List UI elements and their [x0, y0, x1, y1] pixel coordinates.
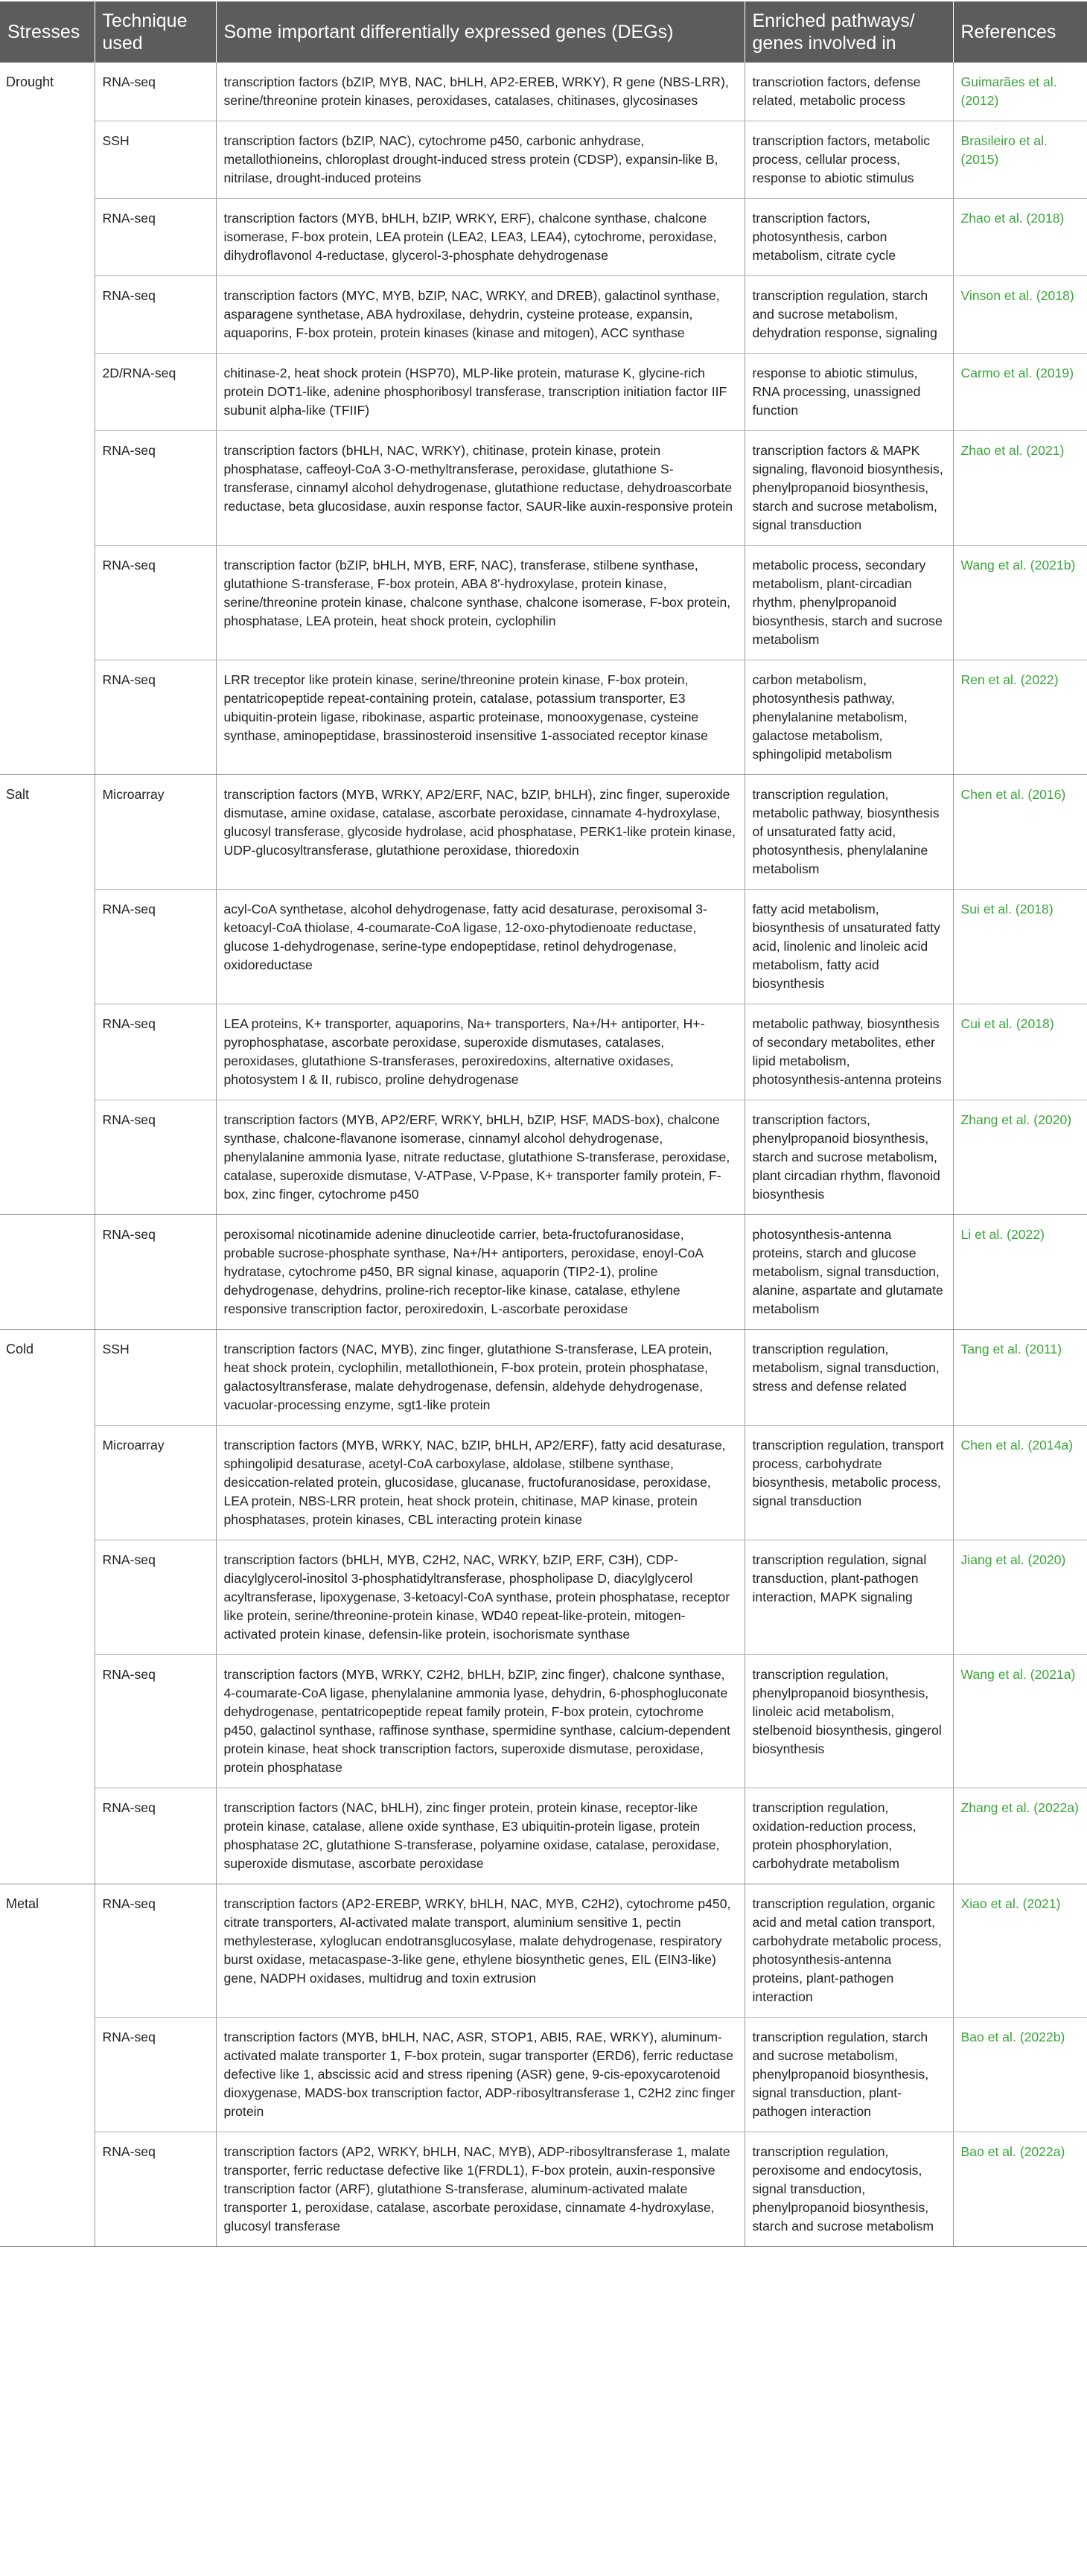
reference-link[interactable]: Cui et al. (2018): [953, 1004, 1087, 1100]
degs-cell: transcription factors (MYB, WRKY, C2H2, bHLH, bZIP, zinc finger), chalcone synthase, 4-coumarate-CoA ligase, phenylalanine ammonia lyase, dehydrin, 6-phosphogluconate dehydrogenase, pentatricopeptide repeat family protein, F-box protein, cytochrome p450, galactinol synthase, raffinose synthase, spermidine synthase, calcium-dependent protein kinase, heat shock transcription factors, superoxide dismutase, peroxidase, protein phosphatase: [216, 1655, 745, 1788]
stress-cell: [0, 546, 95, 660]
degs-cell: transcription factor (bZIP, bHLH, MYB, ERF, NAC), transferase, stilbene synthase, glutathione S-transferase, F-box protein, ABA 8'-hydroxylase, protein kinase, serine/threonine protein kinase, chalcone synthase, chalcone isomerase, F-box protein, phosphatase, LEA protein, heat shock protein, cyclophilin: [216, 546, 745, 660]
reference-link[interactable]: Zhao et al. (2021): [953, 431, 1087, 546]
stress-cell: [0, 1540, 95, 1655]
reference-link[interactable]: Tang et al. (2011): [953, 1330, 1087, 1426]
technique-cell: RNA-seq: [95, 63, 216, 121]
pathways-cell: transcription factors, photosynthesis, carbon metabolism, citrate cycle: [745, 199, 953, 276]
pathways-cell: transcription regulation, metabolism, signal transduction, stress and defense related: [745, 1330, 953, 1426]
header-stresses: Stresses: [0, 1, 95, 63]
degs-cell: peroxisomal nicotinamide adenine dinucleotide carrier, beta-fructofuranosidase, probable sucrose-phosphate synthase, Na+/H+ antiporters, peroxidase, enoyl-CoA hydratase, cytochrome p450, BR signal kinase, aquaporin (TIP2-1), proline dehydrogenase, dehydrins, proline-rich receptor-like kinase, catalase, ethylene responsive transcription factor, peroxiredoxin, L-ascorbate peroxidase: [216, 1215, 745, 1330]
stress-cell: [0, 1788, 95, 1884]
degs-cell: transcription factors (bZIP, MYB, NAC, bHLH, AP2-EREB, WRKY), R gene (NBS-LRR), serine/threonine protein kinases, peroxidases, catalases, chitinases, glycosinases: [216, 63, 745, 121]
table-row: [0, 431, 1087, 546]
table-row: [0, 63, 1087, 121]
pathways-cell: photosynthesis-antenna proteins, starch and glucose metabolism, signal transduction, alanine, aspartate and glutamate metabolism: [745, 1215, 953, 1330]
degs-cell: transcription factors (MYB, bHLH, bZIP, WRKY, ERF), chalcone synthase, chalcone isomerase, F-box protein, LEA protein (LEA2, LEA3, LEA4), cytochrome, peroxidase, dihydroflavonol 4-reductase, glycerol-3-phosphate dehydrogenase: [216, 199, 745, 276]
technique-cell: RNA-seq: [95, 1788, 216, 1884]
stress-cell: [0, 276, 95, 354]
degs-cell: transcription factors (NAC, bHLH), zinc finger protein, protein kinase, receptor-like protein kinase, catalase, allene oxide synthase, E3 ubiquitin-protein ligase, protein phosphatase 2C, glutathione S-transferase, polyamine oxidase, catalase, peroxidase, superoxide dismutase, ascorbate peroxidase: [216, 1788, 745, 1884]
stress-cell: [0, 1426, 95, 1540]
stress-cell: [0, 1215, 95, 1330]
reference-link[interactable]: Chen et al. (2016): [953, 775, 1087, 890]
reference-link[interactable]: Guimarães et al. (2012): [953, 63, 1087, 121]
table-row: [0, 1215, 1087, 1330]
technique-cell: RNA-seq: [95, 431, 216, 546]
technique-cell: RNA-seq: [95, 546, 216, 660]
reference-link[interactable]: Vinson et al. (2018): [953, 276, 1087, 354]
reference-link[interactable]: Brasileiro et al. (2015): [953, 121, 1087, 199]
stress-cell: [0, 1004, 95, 1100]
reference-link[interactable]: Wang et al. (2021a): [953, 1655, 1087, 1788]
reference-link[interactable]: Ren et al. (2022): [953, 660, 1087, 775]
pathways-cell: transcription regulation, phenylpropanoid biosynthesis, linoleic acid metabolism, stelbenoid biosynthesis, gingerol biosynthesis: [745, 1655, 953, 1788]
stress-cell: [0, 1100, 95, 1215]
technique-cell: RNA-seq: [95, 1655, 216, 1788]
header-row: [0, 1, 1087, 63]
technique-cell: RNA-seq: [95, 660, 216, 775]
deg-table: [0, 1, 1087, 2247]
header-pathways: Enriched pathways/ genes involved in: [745, 1, 953, 63]
technique-cell: RNA-seq: [95, 2132, 216, 2247]
technique-cell: RNA-seq: [95, 276, 216, 354]
technique-cell: RNA-seq: [95, 1004, 216, 1100]
pathways-cell: transcription regulation, transport process, carbohydrate biosynthesis, metabolic process, signal transduction: [745, 1426, 953, 1540]
table-row: [0, 1330, 1087, 1426]
degs-cell: transcription factors (MYB, WRKY, AP2/ERF, NAC, bZIP, bHLH), zinc finger, superoxide dismutase, amine oxidase, catalase, ascorbate peroxidase, cinnamate 4-hydroxylase, glucosyl transferase, glycoside hydrolase, acid phosphatase, PERK1-like protein kinase, UDP-glucosyltransferase, glutathione peroxidase, thioredoxin: [216, 775, 745, 890]
technique-cell: RNA-seq: [95, 890, 216, 1004]
table-row: [0, 276, 1087, 354]
table-row: [0, 121, 1087, 199]
reference-link[interactable]: Bao et al. (2022a): [953, 2132, 1087, 2247]
technique-cell: RNA-seq: [95, 1215, 216, 1330]
header-technique: Technique used: [95, 1, 216, 63]
degs-cell: transcription factors (bHLH, MYB, C2H2, NAC, WRKY, bZIP, ERF, C3H), CDP-diacylglycerol-inositol 3-phosphatidyltransferase, phospholipase D, diacylglycerol acyltransferase, lipoxygenase, 3-ketoacyl-CoA synthase, protein phosphatase, receptor like protein, serine/threonine-protein kinase, WD40 repeat-like-protein, mitogen-activated protein kinase, defensin-like protein, isochorismate synthase: [216, 1540, 745, 1655]
table-row: [0, 1884, 1087, 2018]
table-row: [0, 2018, 1087, 2132]
reference-link[interactable]: Li et al. (2022): [953, 1215, 1087, 1330]
pathways-cell: metabolic pathway, biosynthesis of secondary metabolites, ether lipid metabolism, photosynthesis-antenna proteins: [745, 1004, 953, 1100]
table-row: [0, 199, 1087, 276]
stress-cell: Metal: [0, 1884, 95, 2018]
header-degs: Some important differentially expressed genes (DEGs): [216, 1, 745, 63]
technique-cell: Microarray: [95, 1426, 216, 1540]
reference-link[interactable]: Zhao et al. (2018): [953, 199, 1087, 276]
pathways-cell: transcription factors, phenylpropanoid biosynthesis, starch and sucrose metabolism, plant circadian rhythm, flavonoid biosynthesis: [745, 1100, 953, 1215]
stress-cell: [0, 354, 95, 431]
degs-cell: transcription factors (AP2, WRKY, bHLH, NAC, MYB), ADP-ribosyltransferase 1, malate transporter, ferric reductase defective like 1(FRDL1), F-box protein, auxin-responsive transcription factor (ARF), glutathione S-transferase, aluminum-activated malate transporter 1, peroxidase, catalase, ascorbate peroxidase, cinnamate 4-hydroxylase, glucosyl transferase: [216, 2132, 745, 2247]
pathways-cell: transcription factors, metabolic process, cellular process, response to abiotic stimulus: [745, 121, 953, 199]
technique-cell: SSH: [95, 121, 216, 199]
table-row: [0, 1655, 1087, 1788]
pathways-cell: transcription regulation, metabolic pathway, biosynthesis of unsaturated fatty acid, photosynthesis, phenylalanine metabolism: [745, 775, 953, 890]
degs-cell: transcription factors (MYB, AP2/ERF, WRKY, bHLH, bZIP, HSF, MADS-box), chalcone synthase, chalcone-flavanone isomerase, cinnamyl alcohol dehydrogenase, phenylalanine ammonia lyase, nitrate reductase, glutathione S-transferase, peroxidase, catalase, superoxide dismutase, V-ATPase, V-Ppase, K+ transporter family protein, F-box, zinc finger, cytochrome p450: [216, 1100, 745, 1215]
stress-cell: [0, 121, 95, 199]
table-row: [0, 1004, 1087, 1100]
degs-cell: transcription factors (MYB, bHLH, NAC, ASR, STOP1, ABI5, RAE, WRKY), aluminum-activated malate transporter 1, F-box protein, sugar transporter (ERD6), ferric reductase defective like 1, abscissic acid and stress ripening (ASR) gene, 9-cis-epoxycarotenoid dioxygenase, MADS-box transcription factor, ADP-ribosyltransferase 1, C2H2 zinc finger protein: [216, 2018, 745, 2132]
reference-link[interactable]: Xiao et al. (2021): [953, 1884, 1087, 2018]
table-row: [0, 1100, 1087, 1215]
technique-cell: RNA-seq: [95, 1100, 216, 1215]
reference-link[interactable]: Sui et al. (2018): [953, 890, 1087, 1004]
stress-cell: [0, 431, 95, 546]
stress-cell: [0, 660, 95, 775]
technique-cell: RNA-seq: [95, 1540, 216, 1655]
pathways-cell: transcription regulation, starch and sucrose metabolism, dehydration response, signaling: [745, 276, 953, 354]
degs-cell: transcription factors (bHLH, NAC, WRKY), chitinase, protein kinase, protein phosphatase, caffeoyl-CoA 3-O-methyltransferase, peroxidase, glutathione S-transferase, cinnamyl alcohol dehydrogenase, glutathione reductase, dehydroascorbate reductase, beta glucosidase, auxin response factor, SAUR-like auxin-responsive protein: [216, 431, 745, 546]
degs-cell: transcription factors (AP2-EREBP, WRKY, bHLH, NAC, MYB, C2H2), cytochrome p450, citrate transporters, Al-activated malate transport, aluminium sensitive 1, pectin methylesterase, xyloglucan endotransglucosylase, malate dehydrogenase, respiratory burst oxidase, metacaspase-3-like gene, ethylene biosynthetic genes, EIL (EIN3-like) gene, NADPH oxidases, multidrug and toxin extrusion: [216, 1884, 745, 2018]
table-row: [0, 354, 1087, 431]
reference-link[interactable]: Jiang et al. (2020): [953, 1540, 1087, 1655]
degs-cell: transcription factors (MYC, MYB, bZIP, NAC, WRKY, and DREB), galactinol synthase, asparagene synthetase, ABA hydroxilase, dehydrin, cysteine protease, expansin, aquaporins, F-box protein, protein kinases (kinase and mitogen), ACC synthase: [216, 276, 745, 354]
pathways-cell: transcription regulation, starch and sucrose metabolism, phenylpropanoid biosynthesis, signal transduction, plant-pathogen interaction: [745, 2018, 953, 2132]
pathways-cell: transcription regulation, signal transduction, plant-pathogen interaction, MAPK signaling: [745, 1540, 953, 1655]
technique-cell: RNA-seq: [95, 2018, 216, 2132]
degs-cell: transcription factors (NAC, MYB), zinc finger, glutathione S-transferase, LEA protein, heat shock protein, cyclophilin, metallothionein, F-box protein, protein phosphatase, galactosyltransferase, malate dehydrogenase, defensin, aldehyde dehydrogenase, vacuolar-processing enzyme, sgt1-like protein: [216, 1330, 745, 1426]
table-row: [0, 1426, 1087, 1540]
pathways-cell: metabolic process, secondary metabolism, plant-circadian rhythm, phenylpropanoid biosynthesis, starch and sucrose metabolism: [745, 546, 953, 660]
reference-link[interactable]: Zhang et al. (2022a): [953, 1788, 1087, 1884]
pathways-cell: transcription regulation, peroxisome and endocytosis, signal transduction, phenylpropanoid biosynthesis, starch and sucrose metabolism: [745, 2132, 953, 2247]
table-row: [0, 546, 1087, 660]
degs-cell: acyl-CoA synthetase, alcohol dehydrogenase, fatty acid desaturase, peroxisomal 3-ketoacyl-CoA thiolase, 4-coumarate-CoA ligase, 12-oxo-phytodienoate reductase, glucose 1-dehydrogenase, serine-type endopeptidase, retinol dehydrogenase, oxidoreductase: [216, 890, 745, 1004]
pathways-cell: transcription regulation, organic acid and metal cation transport, carbohydrate metabolic process, photosynthesis-antenna proteins, plant-pathogen interaction: [745, 1884, 953, 2018]
pathways-cell: response to abiotic stimulus, RNA processing, unassigned function: [745, 354, 953, 431]
degs-cell: chitinase-2, heat shock protein (HSP70), MLP-like protein, maturase K, glycine-rich protein DOT1-like, adenine phosphoribosyl transferase, transcription initiation factor IIF subunit alpha-like (TFIIF): [216, 354, 745, 431]
reference-link[interactable]: Chen et al. (2014a): [953, 1426, 1087, 1540]
stress-cell: [0, 199, 95, 276]
degs-cell: LEA proteins, K+ transporter, aquaporins, Na+ transporters, Na+/H+ antiporter, H+-pyrophosphatase, ascorbate peroxidase, superoxide dismutases, catalases, peroxidases, glutathione S-transferases, peroxiredoxins, alternative oxidases, photosystem I & II, rubisco, proline dehydrogenase: [216, 1004, 745, 1100]
stress-cell: [0, 2132, 95, 2247]
stress-cell: [0, 1655, 95, 1788]
technique-cell: RNA-seq: [95, 1884, 216, 2018]
table-row: [0, 660, 1087, 775]
reference-link[interactable]: Wang et al. (2021b): [953, 546, 1087, 660]
reference-link[interactable]: Zhang et al. (2020): [953, 1100, 1087, 1215]
pathways-cell: transcription regulation, oxidation-reduction process, protein phosphorylation, carbohydrate metabolism: [745, 1788, 953, 1884]
degs-cell: LRR treceptor like protein kinase, serine/threonine protein kinase, F-box protein, pentatricopeptide repeat-containing protein, catalase, potassium transporter, E3 ubiquitin-protein ligase, ribokinase, aspartic proteinase, monooxygenase, cysteine synthase, aminopeptidase, brassinosteroid insensitive 1-associated receptor kinase: [216, 660, 745, 775]
table-row: [0, 775, 1087, 890]
reference-link[interactable]: Carmo et al. (2019): [953, 354, 1087, 431]
table-row: [0, 890, 1087, 1004]
pathways-cell: transcriotion factors, defense related, metabolic process: [745, 63, 953, 121]
degs-cell: transcription factors (bZIP, NAC), cytochrome p450, carbonic anhydrase, metallothioneins, chloroplast drought-induced stress protein (CDSP), expansin-like B, nitrilase, drought-induced proteins: [216, 121, 745, 199]
technique-cell: RNA-seq: [95, 199, 216, 276]
table-body: [0, 63, 1087, 2247]
degs-cell: transcription factors (MYB, WRKY, NAC, bZIP, bHLH, AP2/ERF), fatty acid desaturase, sphingolipid desaturase, acetyl-CoA carboxylase, aldolase, stilbene synthase, desiccation-related protein, glucosidase, glucanase, fructofuranosidase, peroxidase, LEA protein, NBS-LRR protein, heat shock protein, chitinase, MAP kinase, protein phosphatases, protein kinases, CBL interacting protein kinase: [216, 1426, 745, 1540]
technique-cell: SSH: [95, 1330, 216, 1426]
table-row: [0, 1540, 1087, 1655]
technique-cell: 2D/RNA-seq: [95, 354, 216, 431]
stress-cell: Drought: [0, 63, 95, 121]
technique-cell: Microarray: [95, 775, 216, 890]
stress-cell: [0, 2018, 95, 2132]
reference-link[interactable]: Bao et al. (2022b): [953, 2018, 1087, 2132]
pathways-cell: transcription factors & MAPK signaling, flavonoid biosynthesis, phenylpropanoid biosynthesis, starch and sucrose metabolism, signal transduction: [745, 431, 953, 546]
table-row: [0, 2132, 1087, 2247]
stress-cell: Salt: [0, 775, 95, 890]
header-references: References: [953, 1, 1087, 63]
table-row: [0, 1788, 1087, 1884]
stress-cell: Cold: [0, 1330, 95, 1426]
pathways-cell: carbon metabolism, photosynthesis pathway, phenylalanine metabolism, galactose metabolism, sphingolipid metabolism: [745, 660, 953, 775]
stress-cell: [0, 890, 95, 1004]
pathways-cell: fatty acid metabolism, biosynthesis of unsaturated fatty acid, linolenic and linoleic acid metabolism, fatty acid biosynthesis: [745, 890, 953, 1004]
